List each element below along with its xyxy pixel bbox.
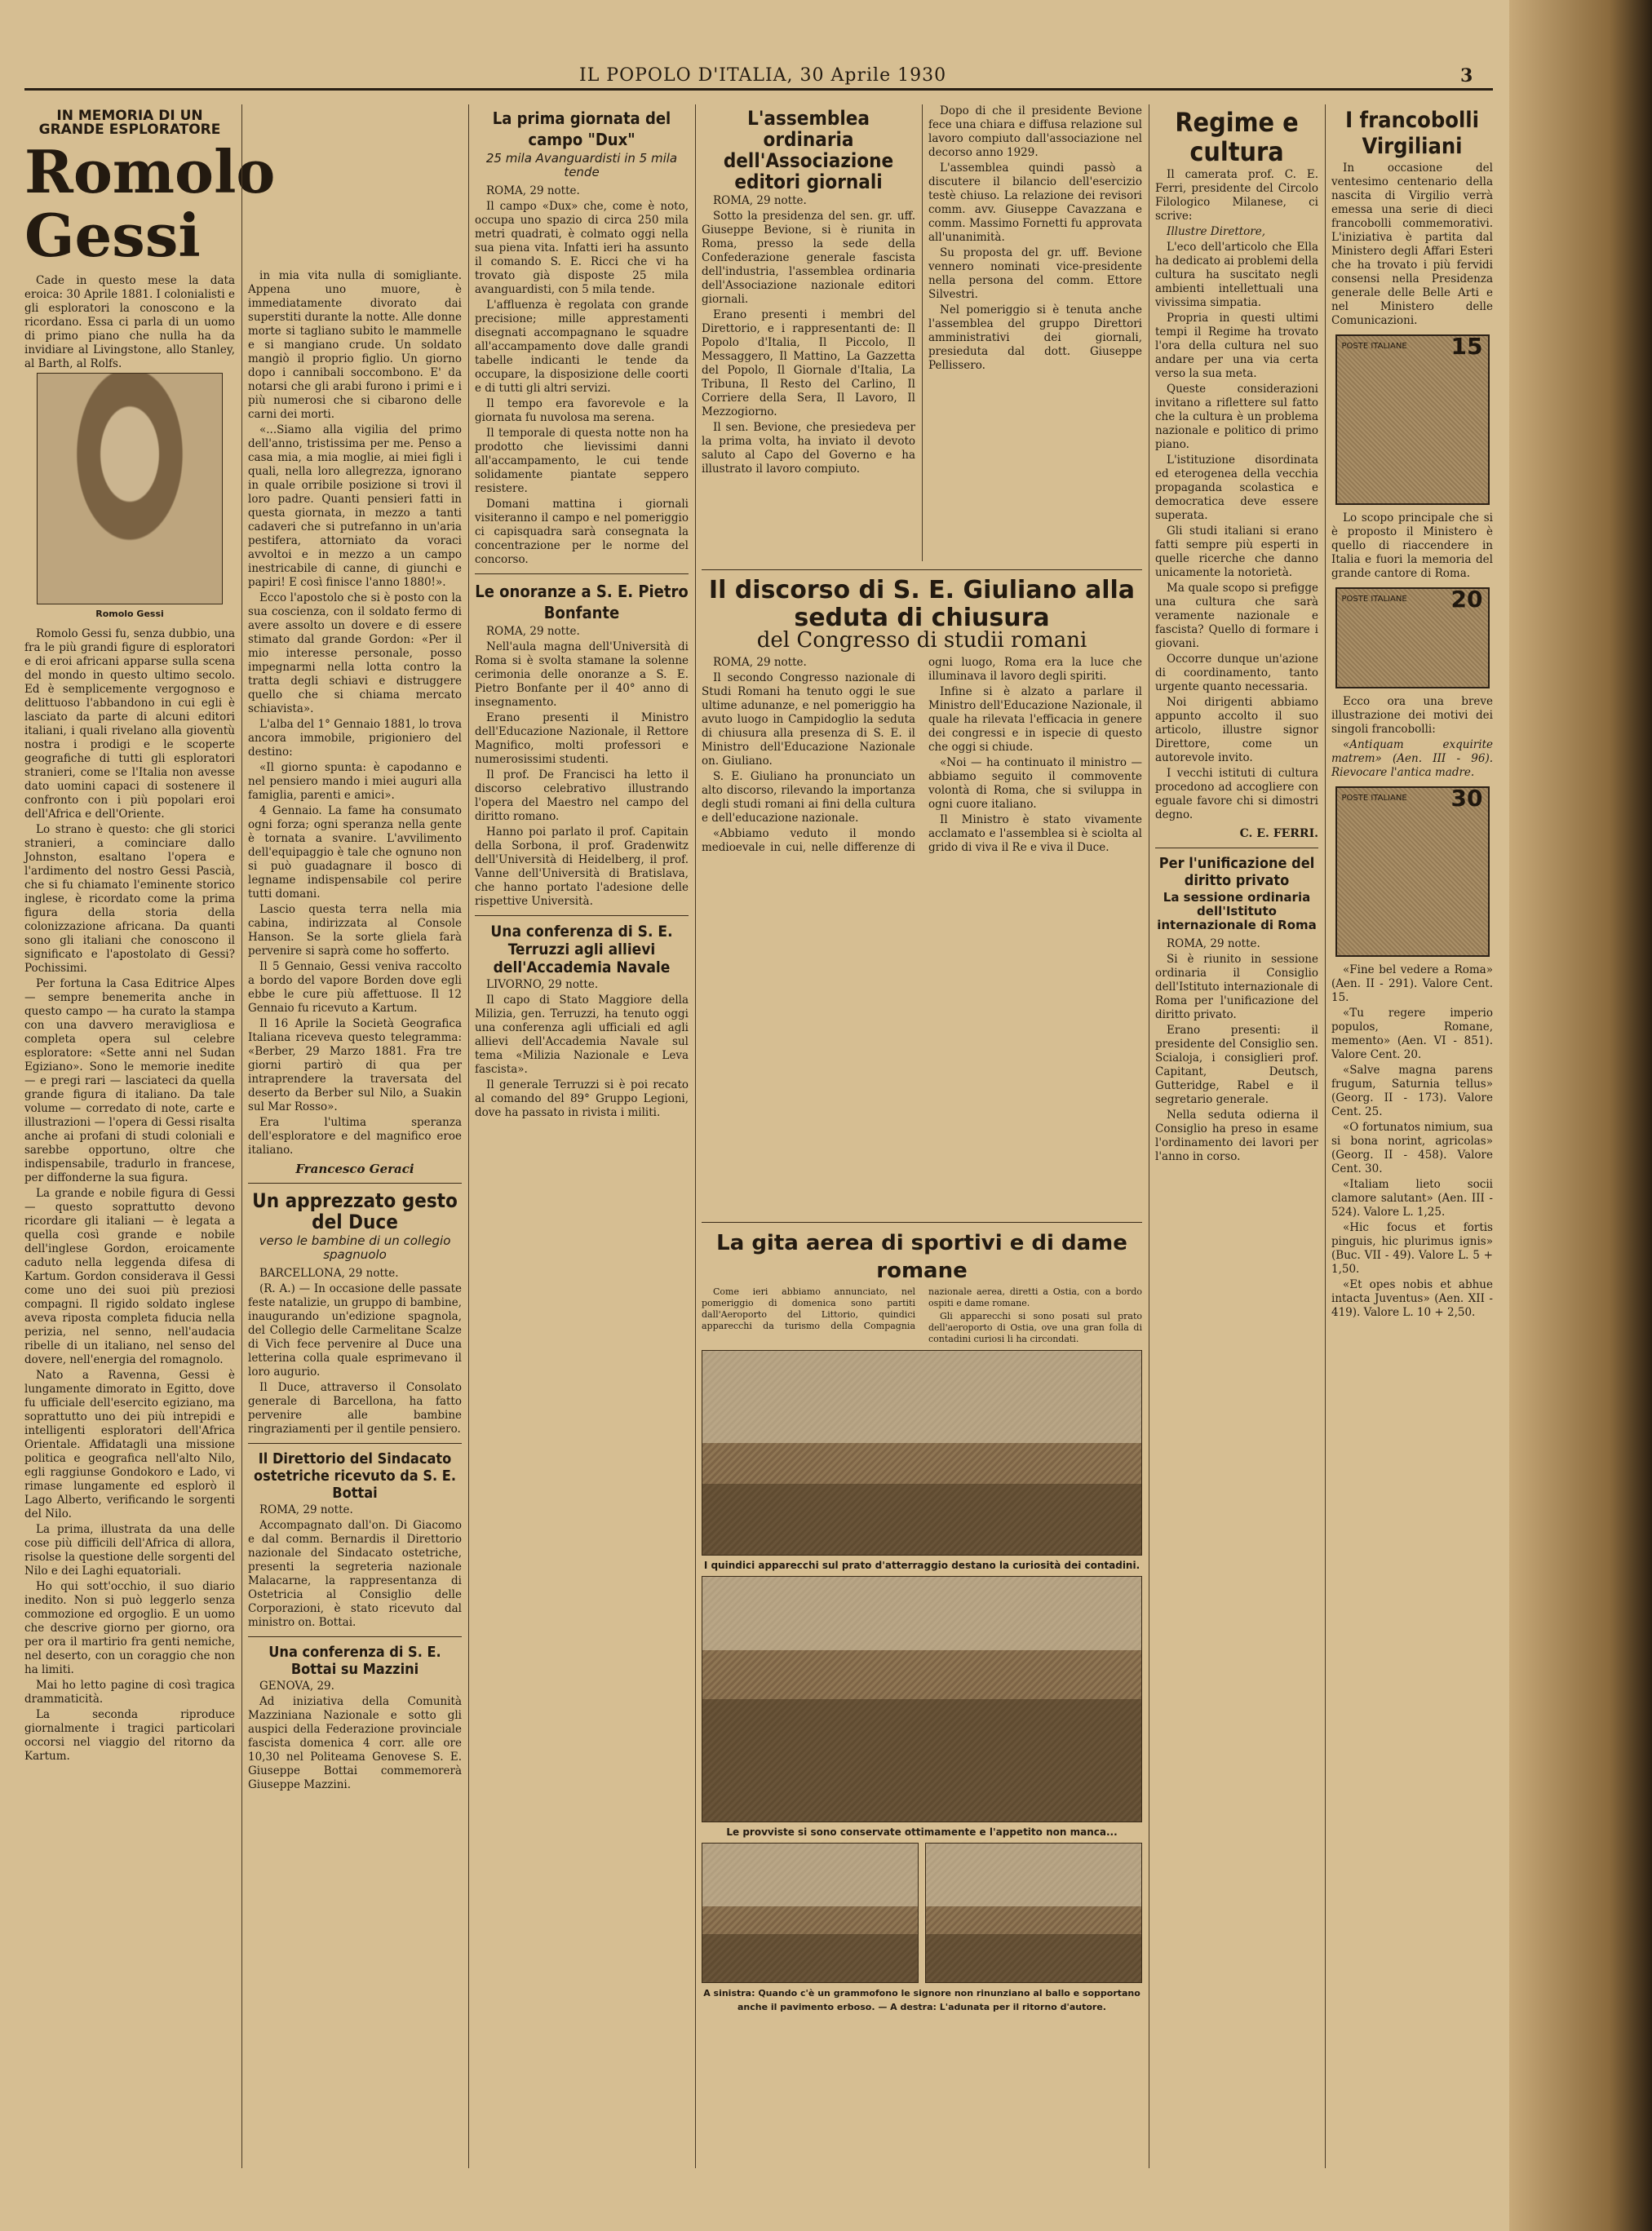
francobolli-para: Lo scopo principale che si è proposto il Ministero è quello di riaccendere in Italia e fuori la memoria del grande cantore di Roma.	[1331, 511, 1493, 580]
dux-headline: La prima giornata del campo "Dux"	[492, 108, 671, 149]
duce-para: Il Duce, attraverso il Consolato generale di Barcellona, ha fatto pervenire alle bambine ringraziamenti per il gentile pensiero.	[248, 1381, 462, 1436]
gessi-cont-para: Il 16 Aprile la Società Geografica Italiana riceveva questo telegramma: «Berber, 29 Marzo 1881. Fra tre giorni partirò di qua per intraprendere la traversata del deserto da Berber sul Nilo, a Suakin sul Mar Rosso».	[248, 1017, 462, 1113]
gessi-para: Cade in questo mese la data eroica: 30 Aprile 1881. I colonialisti e gli esploratori la conoscono e la ricordano. Essa ci parla di un uomo di primo piano che nulla ha da invidiare al Livingstone, allo Stanley, al Barth, al Rolfs.	[24, 274, 235, 370]
column-rule	[1325, 104, 1326, 2168]
stamp-value: 15	[1450, 333, 1483, 360]
gessi-cont-para: Era l'ultima speranza dell'esploratore e del magnifico eroe italiano.	[248, 1116, 462, 1157]
gessi-cont-para: L'alba del 1° Gennaio 1881, lo trova ancora immobile, prigioniero del destino:	[248, 718, 462, 759]
column-3	[475, 104, 689, 2168]
gita-headline: La gita aerea di sportivi e di dame romane	[716, 1231, 1127, 1283]
stamp-label: POSTE ITALIANE	[1341, 595, 1407, 604]
column-gessi-1	[24, 104, 276, 2168]
photo-row	[702, 1843, 1142, 1983]
page-number: 3	[1460, 65, 1474, 86]
giuliano-subheadline: del Congresso di studii romani	[756, 628, 1087, 653]
bonfante-para: Hanno poi parlato il prof. Capitain della Sorbona, il prof. Gradenwitz dell'Università di Heidelberg, il prof. Vanne dell'Università di Bratislava, che hanno portato l'adesione delle rispettive Università.	[475, 826, 689, 908]
francobolli-para: «Et opes nobis et abhue intacta Juventus» (Aen. XII - 419). Valore L. 10 + 2,50.	[1331, 1278, 1493, 1319]
terruzzi-para: Il generale Terruzzi si è poi recato al comando del 89° Gruppo Legioni, dove ha passato in rivista i militi.	[475, 1078, 689, 1119]
photo-picnic-caption: Le provviste si sono conservate ottimamente e l'appetito non manca...	[726, 1826, 1118, 1838]
regime-para: I vecchi istituti di cultura procedono ad accogliere con eguale favore chi si dimostri degno.	[1155, 767, 1318, 821]
regime-para: Occorre dunque un'azione di coordinamento, tanto urgente quanto necessaria.	[1155, 653, 1318, 693]
diritto-headline: Per l'unificazione del diritto privato	[1158, 855, 1315, 889]
page-edge-shadow	[1509, 0, 1652, 2231]
editori-para: ROMA, 29 notte.	[713, 194, 807, 207]
regime-para: Gli studi italiani si erano fatti sempre più esperti in quelle ricerche che danno unicamente la notorietà.	[1155, 525, 1318, 579]
dux-para: Domani mattina i giornali visiteranno il campo e nel pomeriggio ci capisquadra sarà consegnata la concentrazione per le norme del concorso.	[475, 498, 689, 566]
sindacato-para: ROMA, 29 notte.	[259, 1503, 353, 1516]
regime-para: Propria in questi ultimi tempi il Regime ha trovato l'ora della cultura nel suo andare per una via certa verso la sua meta.	[1155, 312, 1318, 380]
stamp-image	[1335, 786, 1490, 957]
gessi-kicker: IN MEMORIA DI UN GRANDE ESPLORATORE	[38, 108, 221, 138]
gessi-cont-para: 4 Gennaio. La fame ha consumato ogni forza; ogni speranza nella gente è tornata a svanire. L'avvilimento dell'equipaggio è tale che ognuno non si può guadagnare il bosco di legname indispensabile col perire tutti domani.	[248, 804, 462, 901]
stamp-value: 20	[1450, 586, 1483, 613]
gita-para: Gli apparecchi si sono posati sul prato dell'aeroporto di Ostia, ove una gran folla di contadini curiosi li ha circondati.	[928, 1311, 1142, 1344]
dux-para: ROMA, 29 notte.	[486, 184, 580, 197]
giuliano-para: «Noi — ha continuato il ministro — abbiamo seguito il commovente volontà di Roma, che si sviluppa in ogni cuore italiano.	[928, 756, 1142, 811]
gessi-para: La seconda riproduce giornalmente i tragici particolari occorsi nel viaggio del ritorno da Kartum.	[24, 1708, 235, 1763]
column-editori	[702, 104, 915, 561]
bonfante-para: Erano presenti il Ministro dell'Educazione Nazionale, il Rettore Magnifico, molti professori e numerosissimi studenti.	[475, 711, 689, 766]
sindacato-headline: Il Direttorio del Sindacato ostetriche ricevuto da S. E. Bottai	[253, 1450, 457, 1502]
dux-para: Il campo «Dux» che, come è noto, occupa uno spazio di circa 250 mila metri quadrati, è colmato oggi nella sua piena vita. Infatti ieri ha assunto il comando S. E. Ricci che vi ha trovato già disposte 25 mila avanguardisti, con 5 mila tende.	[475, 200, 689, 296]
gessi-signature: Francesco Geraci	[295, 1162, 414, 1176]
bonfante-headline: Le onoranze a S. E. Pietro Bonfante	[475, 582, 689, 622]
regime-para: Il camerata prof. C. E. Ferri, presidente del Circolo Filologico Milanese, ci scrive:	[1155, 168, 1318, 223]
francobolli-para: «Italiam lieto socii clamore salutant» (Aen. III - 524). Valore L. 1,25.	[1331, 1178, 1493, 1219]
francobolli-para: «O fortunatos nimium, sua si bona norint, agricolas» (Georg. II - 458). Valore Cent. 30.	[1331, 1121, 1493, 1175]
diritto-para: ROMA, 29 notte.	[1167, 937, 1260, 950]
duce-para: (R. A.) — In occasione delle passate feste natalizie, un gruppo di bambine, inaugurando un'edizione spagnola, del Collegio delle Carmelitane Scalze di Vich fece pervenire al Duce una letterina colla quale esprimevano il loro augurio.	[248, 1282, 462, 1379]
gessi-para: Romolo Gessi fu, senza dubbio, una fra le più grandi figure di esploratori e di eroi africani apparse sulla scena del mondo in questo ultimo secolo. Ed è semplicemente vergognoso e delittuoso l'abbandono in cui egli è lasciato da parte di alcuni editori italiani, i quali rivelano alla gioventù nostra i prodigi e le scoperte geografiche di tutti gli esploratori stranieri, come se l'Italia non avesse dato uomini capaci di sostenere il confronto con i più popolari eroi dell'Africa e dell'Oriente.	[24, 627, 235, 821]
editori-cont-para: Dopo di che il presidente Bevione fece una chiara e diffusa relazione sul lavoro compiuto dall'associazione nel decorso anno 1929.	[928, 104, 1142, 159]
stamp-value: 30	[1450, 785, 1483, 812]
editori-cont-para: Su proposta del gr. uff. Bevione vennero nominati vice-presidente nella persona del comm. Ettore Silvestri.	[928, 246, 1142, 301]
gessi-para: Ho qui sott'occhio, il suo diario inedito. Non si può leggerlo senza commozione ed orgoglio. E un uomo che descrive giorno per giorno, ora per ora il martirio fra genti nemiche, nel deserto, con un coraggio che non ha limiti.	[24, 1580, 235, 1676]
editori-para: Erano presenti i membri del Direttorio, e i rappresentanti de: Il Popolo d'Italia, Il Piccolo, Il Messaggero, Il Mattino, La Gazzetta del Popolo, Il Giornale d'Italia, La Tribuna, Il Resto del Carlino, Il Corriere della Sera, Il Lavoro, Il Mezzogiorno.	[702, 308, 915, 418]
divider	[248, 1636, 462, 1637]
francobolli-para: «Tu regere imperio populos, Romane, memento» (Aen. VI - 851). Valore Cent. 20.	[1331, 1007, 1493, 1061]
divider	[475, 573, 689, 574]
regime-para: Ma quale scopo si prefigge una cultura che sarà veramente nazionale e fascista? Quello di formare i giovani.	[1155, 582, 1318, 650]
giuliano-para: Infine si è alzato a parlare il Ministro dell'Educazione Nazionale, il quale ha rilevata l'efficacia in genere dei congressi e in ispecie di questo che oggi si chiude.	[928, 685, 1142, 754]
newspaper-sheet	[24, 65, 1493, 2178]
regime-para: L'istituzione disordinata ed eterogenea della vecchia propaganda scolastica e democratica deve essere superata.	[1155, 454, 1318, 522]
gessi-portrait-caption: Romolo Gessi	[95, 609, 164, 619]
gessi-cont-para: in mia vita nulla di somigliante. Appena uno muore, è immediatamente divorato dai superstiti durante la notte. Alle donne morte si tagliano subito le mammelle e si mangiano crude. Un soldato mangiò il proprio figlio. Un giorno dopo i cannibali soccombono. E' da notarsi che gli arabi furono i primi e i più numerosi che si cibarono delle carni dei morti.	[248, 269, 462, 421]
stamp-image	[1335, 334, 1490, 505]
column-rule	[468, 104, 469, 2168]
column-editori-cont	[928, 104, 1142, 561]
bonfante-para: Nell'aula magna dell'Università di Roma si è svolta stamane la solenne cerimonia delle onoranze a S. E. Pietro Bonfante per il 40° anno di insegnamento.	[475, 640, 689, 709]
dux-subheadline: 25 mila Avanguardisti in 5 mila tende	[485, 151, 678, 179]
stamp-image	[1335, 587, 1490, 688]
dux-para: L'affluenza è regolata con grande precisione; mille apprestamenti disegnati accompagnano le squadre all'accampamento dove dalle grandi tabelle indicanti le tende da occupare, la disposizione delle coorti e di tutti gli altri servizi.	[475, 299, 689, 395]
mazzini-para: GENOVA, 29.	[259, 1680, 334, 1693]
diritto-para: Si è riunito in sessione ordinaria il Consiglio dell'Istituto internazionale di Roma per l'unificazione del diritto privato.	[1155, 953, 1318, 1021]
regime-para: L'eco dell'articolo che Ella ha dedicato ai problemi della cultura ha suscitato negli ambienti intellettuali una vivissima simpatia.	[1155, 241, 1318, 309]
photo-picnic	[702, 1576, 1142, 1822]
column-rule	[922, 104, 923, 561]
mazzini-para: Ad iniziativa della Comunità Mazziniana Nazionale e sotto gli auspici della Federazione provinciale fascista domenica 4 corr. alle ore 10,30 nel Politeama Genovese S. E. Giuseppe Bottai commemorerà Giuseppe Mazzini.	[248, 1695, 462, 1791]
giuliano-headline: Il discorso di S. E. Giuliano alla seduta di chiusura	[708, 576, 1136, 632]
diritto-para: Erano presenti: il presidente del Consiglio sen. Scialoja, i consiglieri prof. Capitant, Deutsch, Gutteridge, Rabel e il segretario generale.	[1155, 1024, 1318, 1106]
terruzzi-para: Il capo di Stato Maggiore della Milizia, gen. Terruzzi, ha tenuto oggi una conferenza agli ufficiali ed agli allievi dell'Accademia Navale sul tema «Milizia Nazionale e Leva fascista».	[475, 994, 689, 1076]
gessi-para: Nato a Ravenna, Gessi è lungamente dimorato in Egitto, dove fu ufficiale dell'esercito egiziano, ma soprattutto uno dei più intrepidi e intelligenti esploratori dell'Africa Orientale. Affidatagli una missione politica e geografica nell'alto Nilo, egli raggiunse Gondokoro e Lado, vi rimase lungamente ed esplorò il Lago Alberto, verificando le sorgenti del Nilo.	[24, 1369, 235, 1521]
francobolli-para: «Salve magna parens frugum, Saturnia tellus» (Georg. II - 173). Valore Cent. 25.	[1331, 1064, 1493, 1118]
gessi-headline: Romolo Gessi	[24, 137, 276, 270]
gita-para: Come ieri abbiamo annunciato, nel pomeriggio di domenica sono partiti dall'Aeroporto del Littorio, quindici apparecchi da turismo della Compagnia nazionale aerea, diretti a Ostia, con a bordo ospiti e dame romane.	[702, 1286, 1142, 1331]
gessi-cont-para: «Il giorno spunta: è capodanno e nel pensiero mando i miei auguri alla famiglia, parenti e amici».	[248, 761, 462, 802]
gessi-para: Mai ho letto pagine di così tragica drammaticità.	[24, 1679, 235, 1706]
photo-bottom-caption: A sinistra: Quando c'è un grammofono le signore non rinunziano al ballo e sopportano anche il pavimento erboso. — A destra: L'adunata per il ritorno d'autore.	[703, 1988, 1140, 2012]
duce-headline: Un apprezzato gesto del Duce	[252, 1189, 458, 1233]
column-francobolli	[1331, 104, 1493, 2168]
photo-airplanes	[702, 1350, 1142, 1556]
francobolli-para: «Fine bel vedere a Roma» (Aen. II - 291). Valore Cent. 15.	[1331, 963, 1493, 1004]
masthead-rule	[24, 88, 1493, 91]
gita-article	[702, 1215, 1142, 2170]
gessi-cont-para: Il 5 Gennaio, Gessi veniva raccolto a bordo del vapore Borden dove egli ebbe le cure più affettuose. Il 12 Gennaio fu ricevuto a Kartum.	[248, 960, 462, 1015]
gessi-para: Per fortuna la Casa Editrice Alpes — sempre benemerita anche in questo campo — ha curato la stampa con una davvero meravigliosa e completa opera sul celebre esploratore: «Sette anni nel Sudan Egiziano». Sono le memorie inedite — e pregi rari — lasciateci da quella grande figura di italiano. Da tale volume — corredato di note, carte e illustrazioni — l'opera di Gessi risalta anche ai profani di studi coloniali e sarebbe opportuno, oltre che indispensabile, tradurlo in francese, per diffonderne la sua figura.	[24, 977, 235, 1184]
gessi-cont-para: Lascio questa terra nella mia cabina, indirizzata al Console Hanson. Se la sorte gliela farà pervenire si saprà come ho sofferto.	[248, 903, 462, 958]
terruzzi-para: LIVORNO, 29 notte.	[486, 978, 599, 991]
gita-body	[702, 1286, 1142, 1345]
sindacato-para: Accompagnato dall'on. Di Giacomo e dal comm. Bernardis il Direttorio nazionale del Sindacato ostetriche, presenti la segreteria nazionale Malacarne, la rappresentanza di Ostetricia al Consiglio delle Corporazioni, è stato ricevuto dal ministro on. Bottai.	[248, 1519, 462, 1629]
editori-cont-para: Nel pomeriggio si è tenuta anche l'assemblea del gruppo Direttori amministrativi dei giornali, presieduta dal dott. Giuseppe Pellissero.	[928, 303, 1142, 372]
gessi-portrait	[37, 373, 223, 604]
editori-cont-para: L'assemblea quindi passò a discutere il bilancio dell'esercizio testè chiuso. La relazione dei revisori comm. avv. Giuseppe Cavazzana e comm. Massimo Fornetti fu approvata all'unanimità.	[928, 162, 1142, 244]
editori-para: Sotto la presidenza del sen. gr. uff. Giuseppe Bevione, si è riunita in Roma, presso la sede della Confederazione generale fascista dell'industria, l'assemblea ordinaria dell'Associazione nazionale editori giornali.	[702, 210, 915, 306]
francobolli-para: «Antiquam exquirite matrem» (Aen. III - 96). Rievocare l'antica madre.	[1331, 738, 1493, 779]
francobolli-para: Ecco ora una breve illustrazione dei motivi dei singoli francobolli:	[1331, 695, 1493, 736]
francobolli-headline: I francobolli Virgiliani	[1345, 108, 1479, 159]
photo-return	[925, 1843, 1142, 1983]
giuliano-article	[702, 563, 1142, 1215]
column-rule	[241, 104, 242, 2168]
gessi-para: La prima, illustrata da una delle cose più difficili dell'Africa di allora, risolse la questione delle sorgenti del Nilo e dei Laghi equatoriali.	[24, 1523, 235, 1578]
divider	[702, 1222, 1142, 1223]
bonfante-para: ROMA, 29 notte.	[486, 625, 580, 638]
giuliano-body	[702, 656, 1142, 856]
column-regime	[1155, 104, 1318, 2168]
dux-para: Il temporale di questa notte non ha prodotto che lievissimi danni all'accampamento, le cui tende solidamente piantate seppero resistere.	[475, 427, 689, 495]
divider	[248, 1183, 462, 1184]
gessi-para: Lo strano è questo: che gli storici stranieri, a cominciare dallo Johnston, esaltano l'opera e l'ardimento del nostro Gessi Pascià, che si fu chiamato l'eminente storico inglese, è ricordato come la prima figura della storia della colonizzazione africana. Da quanti sono gli italiani che conoscono il significato e l'apostolato di Gessi? Pochissimi.	[24, 823, 235, 975]
regime-para: Illustre Direttore,	[1167, 225, 1266, 238]
masthead-title: IL POPOLO D'ITALIA, 30 Aprile 1930	[579, 65, 947, 86]
duce-para: BARCELLONA, 29 notte.	[259, 1267, 399, 1280]
terruzzi-headline: Una conferenza di S. E. Terruzzi agli allievi dell'Accademia Navale	[490, 923, 673, 976]
francobolli-para: «Hic focus et fortis pinguis, hic plurimus ignis» (Buc. VII - 49). Valore L. 5 + 1,50.	[1331, 1221, 1493, 1276]
editori-para: Il sen. Bevione, che presiedeva per la prima volta, ha inviato il devoto saluto al Capo del Governo e ha illustrato il lavoro compiuto.	[702, 421, 915, 476]
column-rule	[695, 104, 696, 2168]
regime-headline: Regime e cultura	[1175, 107, 1299, 167]
column-gessi-2	[248, 269, 462, 2170]
giuliano-para: Il Ministro è stato vivamente acclamato e l'assemblea si è sciolta al grido di viva il Re e viva il Duce.	[928, 813, 1142, 854]
mazzini-headline: Una conferenza di S. E. Bottai su Mazzini	[268, 1644, 441, 1678]
dux-para: Il tempo era favorevole e la giornata fu nuvolosa ma serena.	[475, 397, 689, 424]
editori-headline: L'assemblea ordinaria dell'Associazione editori giornali	[723, 107, 894, 193]
regime-para: Queste considerazioni invitano a riflettere sul fatto che la cultura è un problema nazionale e politico di primo piano.	[1155, 383, 1318, 451]
giuliano-para: «Abbiamo veduto il mondo medioevale in cui, nelle differenze di ogni luogo, Roma era la luce che illuminava il lavoro degli spiriti.	[702, 656, 1142, 854]
francobolli-para: In occasione del ventesimo centenario della nascita di Virgilio verrà emessa una serie di dieci francobolli commemorativi. L'iniziativa è partita dal Ministero degli Affari Esteri che ha trovato i più fervidi consensi nella Presidenza generale delle Belle Arti e nel Ministero delle Comunicazioni.	[1331, 162, 1493, 327]
divider	[702, 569, 1142, 570]
gessi-para: La grande e nobile figura di Gessi — questo soprattutto devono ricordare gli italiani — è legata a quella così grande e nobile dell'inglese Gordon, eroicamente caduto nella leggenda difesa di Kartum. Gordon considerava il Gessi come uno dei suoi più preziosi compagni. Il rigido soldato inglese aveva riposta completa fiducia nella perizia, nel senno, nell'audacia ribelle di un italiano, nel senso del dovere, nell'energia del romagnolo.	[24, 1187, 235, 1366]
regime-para: Noi dirigenti abbiamo appunto accolto il suo articolo, illustre signor Direttore, come un autorevole invito.	[1155, 696, 1318, 764]
bonfante-para: Il prof. De Francisci ha letto il discorso celebrativo illustrando l'opera del Maestro nel campo del diritto romano.	[475, 768, 689, 823]
stamp-label: POSTE ITALIANE	[1341, 794, 1407, 803]
giuliano-para: S. E. Giuliano ha pronunciato un alto discorso, rilevando la importanza degli studi romani ai fini della cultura e dell'educazione nazionale.	[702, 770, 915, 825]
photo-airplanes-caption: I quindici apparecchi sul prato d'atterraggio destano la curiosità dei contadini.	[703, 1560, 1140, 1571]
divider	[248, 1443, 462, 1444]
photo-dance	[702, 1843, 919, 1983]
gessi-cont-para: Ecco l'apostolo che si è posto con la sua coscienza, con il soldato fermo di avere assolto un dovere e di essere stimato dal grande Gordon: «Per il mio interesse personale, posso impegnarmi nella lotta contro la tratta degli schiavi e distruggere quello che si chiama mercato schiavista».	[248, 591, 462, 715]
giuliano-para: Il secondo Congresso nazionale di Studi Romani ha tenuto oggi le sue ultime adunanze, e nel pomeriggio ha avuto luogo in Campidoglio la seduta di chiusura alla presenza di S. E. il Ministro dell'Educazione Nazionale on. Giuliano.	[702, 671, 915, 768]
divider	[475, 915, 689, 916]
diritto-para: Nella seduta odierna il Consiglio ha preso in esame l'ordinamento dei lavori per l'anno in corso.	[1155, 1109, 1318, 1163]
stamp-label: POSTE ITALIANE	[1341, 342, 1407, 351]
giuliano-para: ROMA, 29 notte.	[713, 656, 807, 669]
regime-signature: C. E. FERRI.	[1239, 827, 1318, 840]
diritto-subheadline: La sessione ordinaria dell'Istituto internazionale di Roma	[1157, 890, 1317, 932]
gessi-cont-para: «...Siamo alla vigilia del primo dell'anno, tristissima per me. Penso a casa mia, a mia moglie, ai miei figli i quali, nella loro allegrezza, ignorano in quale orribile posizione si trovi il loro padre. Quanti pensieri fatti in questa giornata, in mezzo a tanti cadaveri che si putrefanno in un'aria pestifera, attorniato da voraci avvoltoi e in mezzo a un campo inestricabile di canne, di giunchi e papiri! E così finisce l'anno 1880!».	[248, 423, 462, 589]
duce-subheadline: verso le bambine di un collegio spagnuolo	[259, 1233, 451, 1262]
